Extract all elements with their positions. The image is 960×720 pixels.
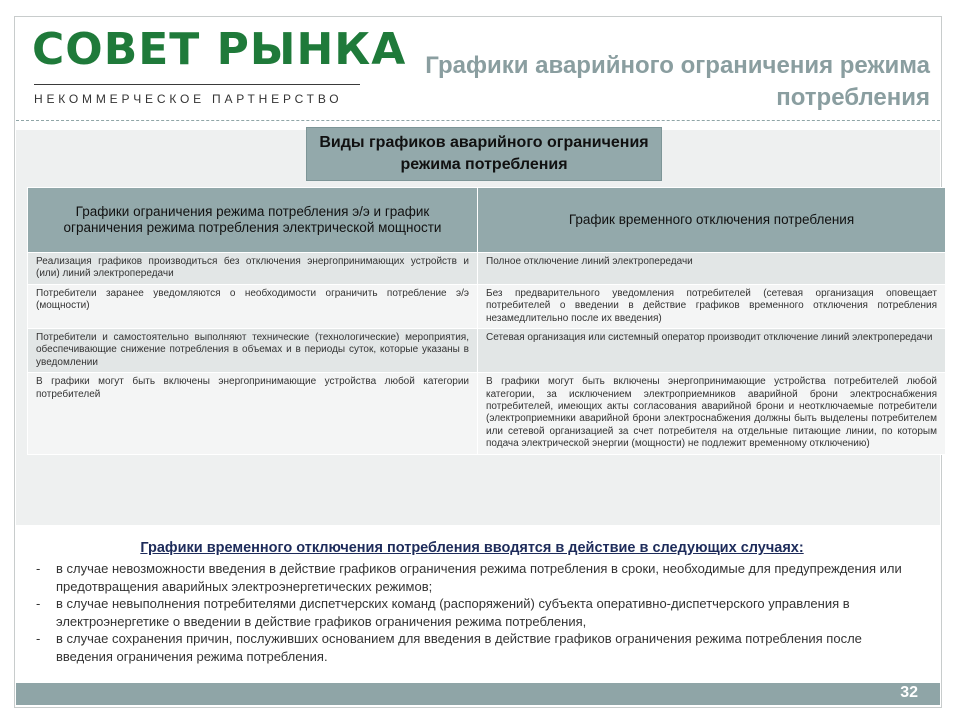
header-divider: [16, 120, 940, 121]
table-row: [28, 253, 946, 285]
list-item: [32, 630, 912, 665]
table-cell-left: Реализация графиков производиться без отключения энергопринимающих устройств и (или) линий электропередачи: [28, 253, 478, 285]
comparison-table: [27, 187, 946, 455]
list-item-text: в случае невыполнения потребителями диспетчерских команд (распоряжений) субъекта оперативно-диспетчерского управления в электроэнергетике о введении в действие графиков ограничения режима потребления,: [56, 596, 850, 629]
list-item: [32, 595, 912, 630]
table-row: [28, 373, 946, 454]
slide-title: Графики аварийного ограничения режима потребления: [425, 52, 930, 111]
table-cell-left: В графики могут быть включены энергопринимающие устройства любой категории потребителей: [28, 373, 478, 454]
column-header-restriction: Графики ограничения режима потребления э/э и график ограничения режима потребления электрической мощности: [28, 188, 478, 253]
cases-title: Графики временного отключения потребления вводятся в действие в следующих случаях:: [140, 540, 804, 556]
table-cell-left: Потребители заранее уведомляются о необходимости ограничить потребление э/э (мощности): [28, 284, 478, 328]
list-item-text: в случае сохранения причин, послуживших основанием для введения в действие графиков ограничения режима потребления после введения ограничения режима потребления.: [56, 631, 862, 664]
table-caption-box: [306, 127, 662, 181]
footer-bar: [16, 683, 940, 705]
bullet-dash: -: [36, 596, 41, 611]
table-caption: Виды графиков аварийного ограничения режима потребления: [319, 134, 649, 173]
logo-divider: [34, 84, 360, 85]
table-cell-right: Без предварительного уведомления потребителей (сетевая организация оповещает потребителей о введении в действие графиков временного отключения потребления незамедлительно после их введения): [478, 284, 946, 328]
bullet-dash: -: [36, 631, 41, 646]
table-cell-right: Полное отключение линий электропередачи: [478, 253, 946, 285]
table-row: [28, 329, 946, 373]
page-number: 32: [900, 684, 918, 701]
cases-section: [32, 540, 912, 665]
bullet-dash: -: [36, 561, 41, 576]
table-row: [28, 284, 946, 328]
logo-name: СОВЕТ РЫНКА: [32, 24, 407, 75]
logo-subtitle: НЕКОММЕРЧЕСКОЕ ПАРТНЕРСТВО: [34, 92, 343, 106]
table-cell-right: Сетевая организация или системный оператор производит отключение линий электропередачи: [478, 329, 946, 373]
table-cell-left: Потребители и самостоятельно выполняют технические (технологические) мероприятия, обеспечивающие снижение потребления в объемах и в периоды суток, которые указаны в уведомлении: [28, 329, 478, 373]
column-header-disconnection: График временного отключения потребления: [478, 188, 946, 253]
table-cell-right: В графики могут быть включены энергопринимающие устройства потребителей любой категории, за исключением электроприемников аварийной брони электроснабжения потребителей, имеющих акты согласования аварийной брони и неотключаемые потребители (электроприемники аварийной брони электроснабжения должны быть выделены потребителем или сетевой организацией за счет потребителя на отдельные питающие линии, по которым подача электрической энергии (мощности) не подлежит временному отключению): [478, 373, 946, 454]
list-item-text: в случае невозможности введения в действие графиков ограничения режима потребления в сроки, необходимые для предупреждения или предотвращения аварийных электроэнергетических режимов;: [56, 561, 902, 594]
cases-list: [32, 560, 912, 665]
table-header-row: [28, 188, 946, 253]
list-item: [32, 560, 912, 595]
